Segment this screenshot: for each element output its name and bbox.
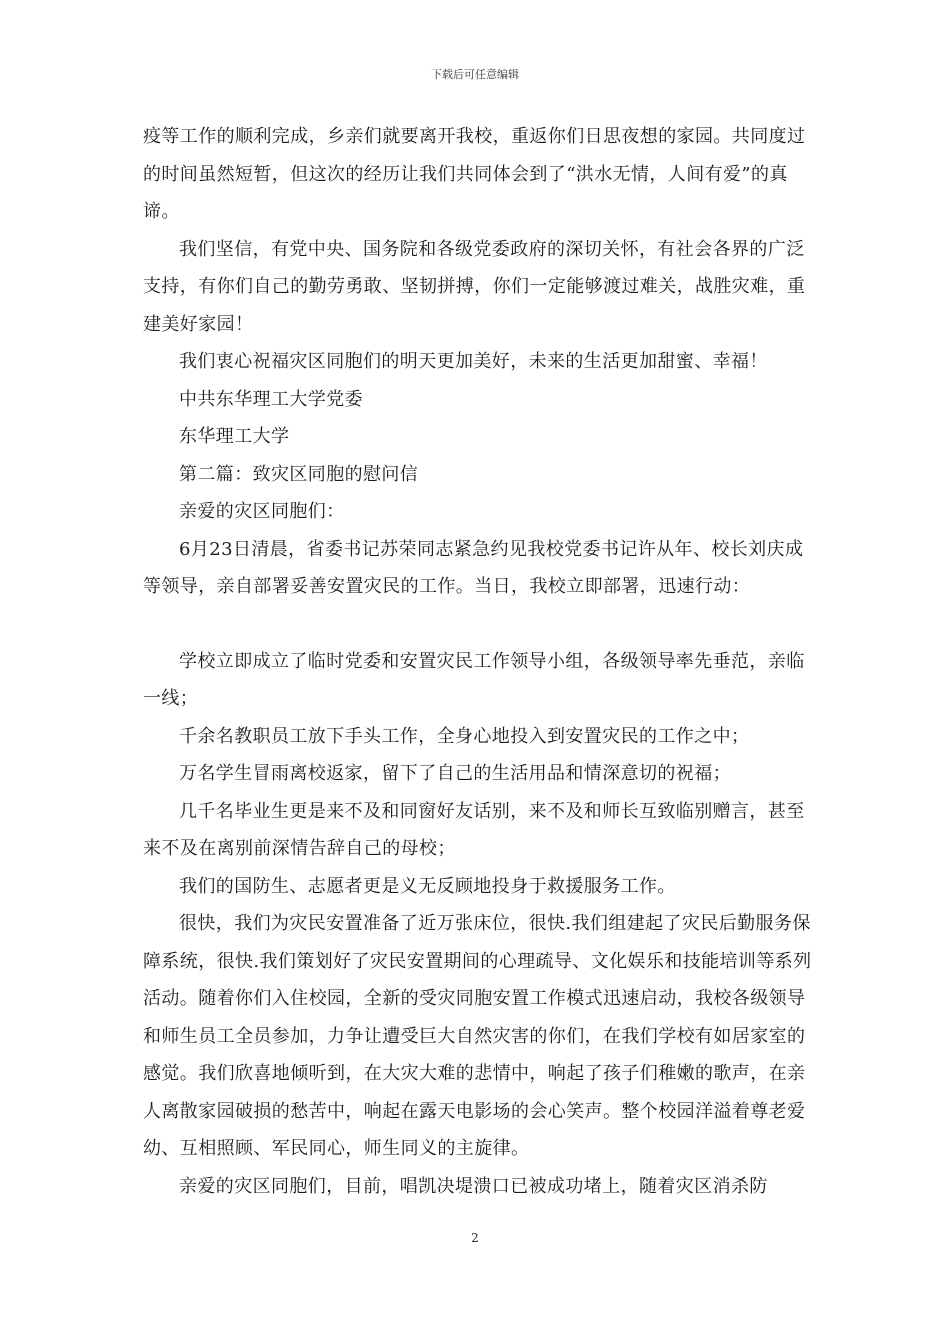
signature-line: 中共东华理工大学党委	[179, 388, 363, 410]
paragraph: 几千名毕业生更是来不及和同窗好友话别，来不及和师长互致临别赠言，甚至来不及在离别前深情告辞自己的母校；	[143, 800, 805, 859]
paragraph: 疫等工作的顺利完成，乡亲们就要离开我校，重返你们日思夜想的家园。共同度过的时间虽然短暂，但这次的经历让我们共同体会到了“洪水无情，人间有爱”的真谛。	[143, 126, 806, 222]
paragraph: 学校立即成立了临时党委和安置灾民工作领导小组，各级领导率先垂范，亲临一线；	[143, 650, 805, 709]
paragraph: 千余名教职员工放下手头工作，全身心地投入到安置灾民的工作之中；	[179, 725, 750, 747]
paragraph: 我们的国防生、志愿者更是义无反顾地投身于救援服务工作。	[179, 875, 676, 897]
paragraph: 我们坚信，有党中央、国务院和各级党委政府的深切关怀，有社会各界的广泛支持，有你们自己的勤劳勇敢、坚韧拼搏，你们一定能够渡过难关，战胜灾难，重建美好家园！	[143, 238, 806, 335]
document-body	[143, 118, 815, 1205]
salutation: 亲爱的灾区同胞们：	[179, 501, 345, 522]
paragraph: 6月23日清晨，省委书记苏荣同志紧急约见我校党委书记许从年、校长刘庆成等领导，亲自部署妥善安置灾民的工作。当日，我校立即部署，迅速行动：	[143, 538, 804, 597]
paragraph: 万名学生冒雨离校返家，留下了自己的生活用品和情深意切的祝福；	[179, 763, 731, 784]
page-header: 下载后可任意编辑	[431, 68, 519, 81]
section-title: 第二篇：致灾区同胞的慰问信	[179, 463, 419, 485]
page-number: 2	[471, 1231, 479, 1245]
blank-line	[143, 606, 815, 643]
paragraph: 亲爱的灾区同胞们，目前，唱凯决堤溃口已被成功堵上，随着灾区消杀防	[179, 1175, 768, 1197]
signature-line: 东华理工大学	[179, 426, 290, 447]
paragraph: 很快，我们为灾民安置准备了近万张床位，很快.我们组建起了灾民后勤服务保障系统，很快.我们策划好了灾民安置期间的心理疏导、文化娱乐和技能培训等系列活动。随着你们入住校园，全新的受灾同胞安置工作模式迅速启动，我校各级领导和师生员工全员参加，力争让遭受巨大自然灾害的你们，在我们学校有如居家室的感觉。我们欣喜地倾听到，在大灾大难的悲情中，响起了孩子们稚嫩的歌声，在亲人离散家园破损的愁苦中，响起在露天电影场的会心笑声。整个校园洋溢着尊老爱幼、互相照顾、军民同心，师生同义的主旋律。	[143, 913, 812, 1159]
paragraph: 我们衷心祝福灾区同胞们的明天更加美好，未来的生活更加甜蜜、幸福！	[179, 351, 768, 372]
